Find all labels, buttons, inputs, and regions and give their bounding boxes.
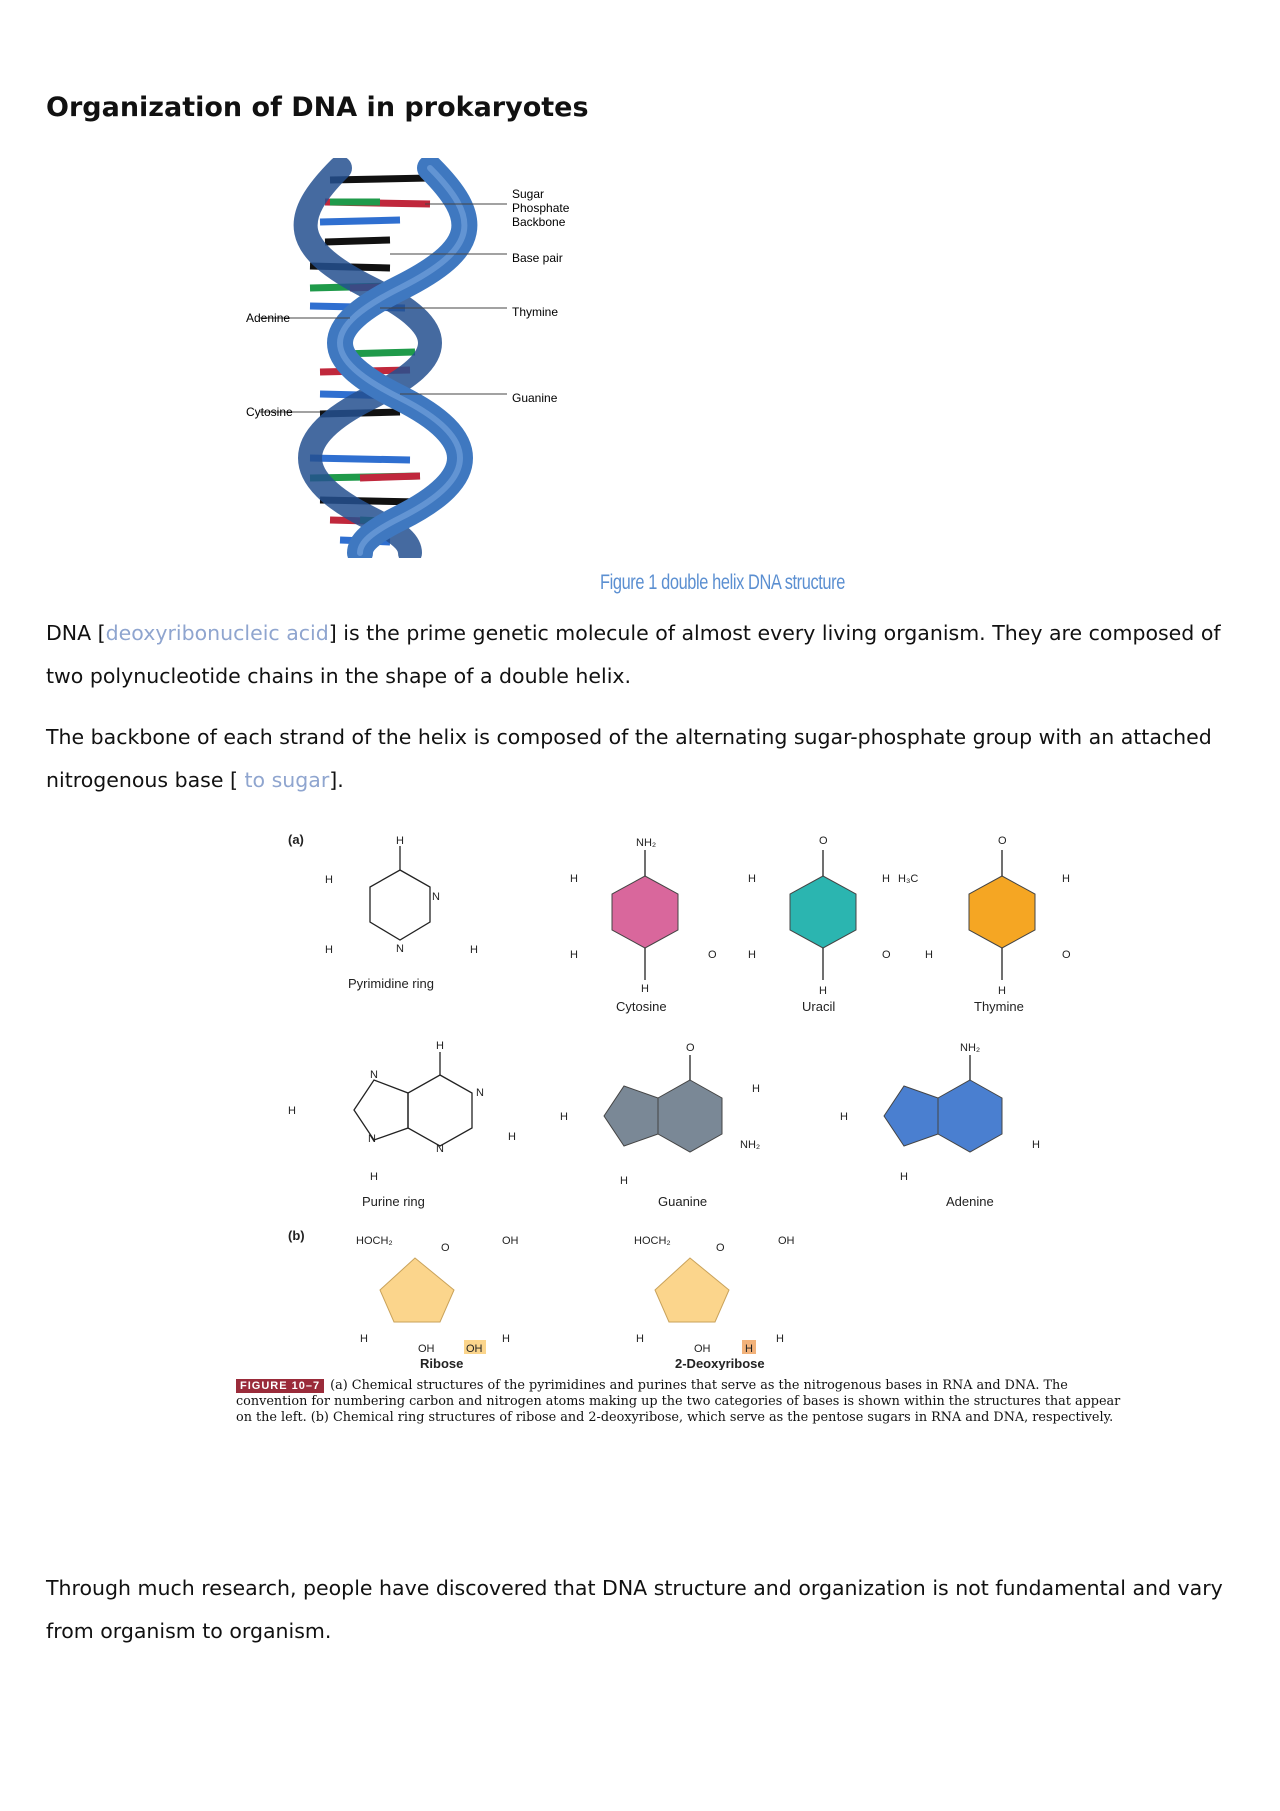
- cytosine-structure: [570, 837, 717, 1014]
- svg-text:O: O: [708, 949, 717, 961]
- svg-text:H: H: [436, 1040, 444, 1052]
- svg-text:O: O: [882, 949, 891, 961]
- svg-text:H: H: [745, 1343, 753, 1355]
- page-title: Organization of DNA in prokaryotes: [46, 92, 589, 123]
- thymine-structure: [898, 835, 1071, 1014]
- figure1-caption: Figure 1 double helix DNA structure: [600, 571, 845, 594]
- svg-text:O: O: [441, 1242, 450, 1254]
- label-cytosine: Cytosine: [246, 405, 293, 419]
- svg-text:O: O: [819, 835, 828, 847]
- para1-text-b: ] is the prime genetic molecule of almost every living organism. They are composed of two polynucleotide chains in the shape of a double helix.: [46, 621, 1221, 688]
- label-uracil: Uracil: [802, 999, 836, 1014]
- label-guanine-structure: Guanine: [658, 1194, 708, 1209]
- label-ribose: Ribose: [420, 1356, 464, 1370]
- figure2-caption: [236, 1378, 1124, 1426]
- label-sugar-3: Backbone: [512, 215, 566, 229]
- svg-text:H: H: [748, 949, 756, 961]
- link-to-sugar[interactable]: to sugar: [237, 768, 330, 792]
- label-sugar-2: Phosphate: [512, 201, 570, 215]
- svg-text:H₃C: H₃C: [898, 873, 919, 885]
- nitrogenous-bases-figure: [270, 830, 1120, 1370]
- helix-left-labels: [240, 300, 320, 430]
- svg-text:N: N: [370, 1069, 378, 1081]
- para3-text: Through much research, people have discovered that DNA structure and organization is not fundamental and vary from organism to organism.: [46, 1576, 1223, 1643]
- svg-text:N: N: [396, 943, 404, 955]
- svg-text:HOCH₂: HOCH₂: [356, 1235, 393, 1247]
- svg-text:H: H: [840, 1111, 848, 1123]
- svg-text:H: H: [1032, 1139, 1040, 1151]
- svg-text:H: H: [570, 873, 578, 885]
- label-thymine: Thymine: [512, 305, 559, 319]
- label-deoxyribose: 2-Deoxyribose: [675, 1356, 765, 1370]
- adenine-structure: [840, 1042, 1040, 1209]
- svg-text:H: H: [360, 1333, 368, 1345]
- svg-text:H: H: [882, 873, 890, 885]
- svg-text:H: H: [819, 985, 827, 997]
- paragraph-research: [46, 1567, 1246, 1653]
- svg-text:H: H: [998, 985, 1006, 997]
- svg-text:H: H: [641, 983, 649, 995]
- svg-text:H: H: [925, 949, 933, 961]
- figure2-tag: FIGURE 10–7: [236, 1379, 324, 1393]
- deoxyribose-structure: [634, 1235, 795, 1370]
- helix-strand-front: [340, 168, 464, 553]
- svg-text:N: N: [368, 1133, 376, 1145]
- svg-text:H: H: [502, 1333, 510, 1345]
- label-a: (a): [288, 832, 304, 847]
- para1-text-a: DNA [: [46, 621, 106, 645]
- label-base-pair: Base pair: [512, 251, 563, 265]
- label-adenine: Adenine: [246, 311, 291, 325]
- label-guanine: Guanine: [512, 391, 558, 405]
- label-b: (b): [288, 1228, 305, 1243]
- svg-text:NH₂: NH₂: [960, 1042, 981, 1054]
- figure2-caption-text: (a) Chemical structures of the pyrimidines and purines that serve as the nitrogenous bases in RNA and DNA. The convention for numbering carbon and nitrogen atoms making up the two categories of bases is shown within the structures that appear on the left. (b) Chemical ring structures of ribose and 2-deoxyribose, which serve as the pentose sugars in RNA and DNA, respectively.: [236, 1378, 1121, 1425]
- svg-text:H: H: [748, 873, 756, 885]
- purine-ring: [288, 1040, 516, 1209]
- svg-text:NH₂: NH₂: [740, 1139, 761, 1151]
- svg-text:OH: OH: [466, 1343, 483, 1355]
- uracil-structure: [748, 835, 891, 1014]
- svg-text:H: H: [470, 944, 478, 956]
- svg-text:H: H: [560, 1111, 568, 1123]
- link-deoxyribonucleic-acid[interactable]: deoxyribonucleic acid: [105, 621, 329, 645]
- svg-text:N: N: [476, 1087, 484, 1099]
- label-sugar-1: Sugar: [512, 187, 545, 201]
- svg-text:O: O: [998, 835, 1007, 847]
- svg-text:OH: OH: [694, 1343, 711, 1355]
- svg-text:H: H: [636, 1333, 644, 1345]
- label-cytosine: Cytosine: [616, 999, 667, 1014]
- svg-text:O: O: [1062, 949, 1071, 961]
- svg-text:O: O: [716, 1242, 725, 1254]
- svg-text:H: H: [620, 1175, 628, 1187]
- svg-text:OH: OH: [778, 1235, 795, 1247]
- para2-text-a: The backbone of each strand of the helix is composed of the alternating sugar-phosphate group with an attached nitrogenous base [: [46, 725, 1212, 792]
- svg-text:HOCH₂: HOCH₂: [634, 1235, 671, 1247]
- pyrimidine-ring: [325, 835, 478, 991]
- svg-text:H: H: [325, 944, 333, 956]
- paragraph-backbone: [46, 716, 1236, 802]
- svg-text:H: H: [370, 1171, 378, 1183]
- svg-text:H: H: [1062, 873, 1070, 885]
- label-thymine-structure: Thymine: [974, 999, 1024, 1014]
- svg-text:O: O: [686, 1042, 695, 1054]
- para2-text-b: ].: [329, 768, 344, 792]
- svg-text:N: N: [436, 1143, 444, 1155]
- svg-text:H: H: [752, 1083, 760, 1095]
- svg-text:H: H: [508, 1131, 516, 1143]
- svg-text:H: H: [325, 874, 333, 886]
- label-adenine-structure: Adenine: [946, 1194, 994, 1209]
- svg-text:H: H: [900, 1171, 908, 1183]
- svg-text:H: H: [776, 1333, 784, 1345]
- svg-text:H: H: [396, 835, 404, 847]
- svg-text:H: H: [570, 949, 578, 961]
- svg-text:H: H: [288, 1105, 296, 1117]
- paragraph-dna-definition: [46, 612, 1236, 698]
- ribose-structure: [356, 1235, 519, 1370]
- svg-text:OH: OH: [418, 1343, 435, 1355]
- guanine-structure: [560, 1042, 760, 1209]
- svg-text:OH: OH: [502, 1235, 519, 1247]
- helix-strand-back: [306, 168, 430, 553]
- label-purine-ring: Purine ring: [362, 1194, 425, 1209]
- svg-text:N: N: [432, 891, 440, 903]
- label-pyrimidine-ring: Pyrimidine ring: [348, 976, 434, 991]
- svg-text:NH₂: NH₂: [636, 837, 657, 849]
